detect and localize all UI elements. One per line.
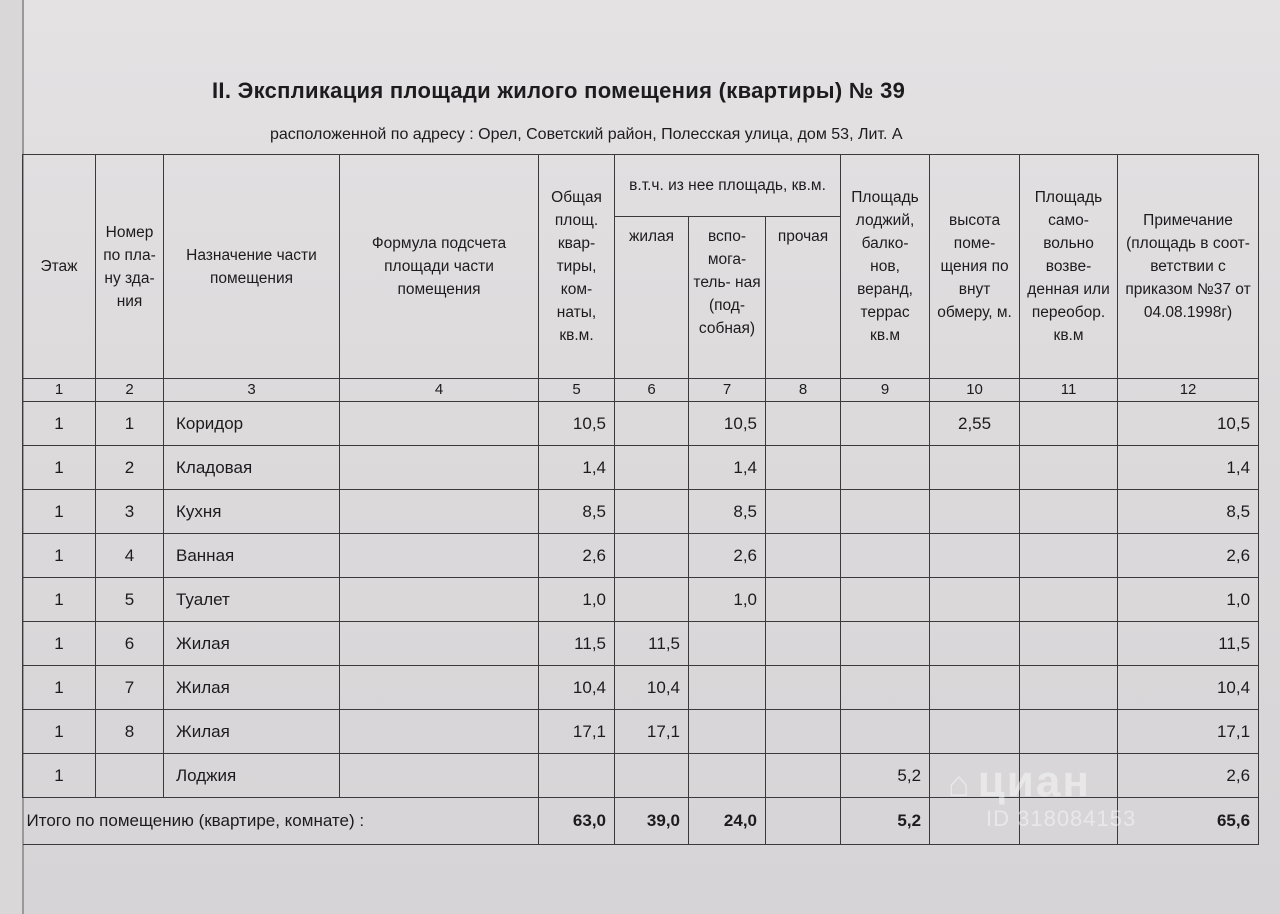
- cell-purpose: Кухня: [164, 490, 340, 534]
- header-loggias: Площадь лоджий, балко- нов, веранд, террас кв.м: [841, 155, 930, 379]
- cell-other: [766, 578, 841, 622]
- cell-floor: 1: [23, 666, 96, 710]
- cell-other: [766, 710, 841, 754]
- cell-plan-number: 2: [96, 446, 164, 490]
- totals-row: [23, 798, 1259, 845]
- cell-note: 1,0: [1118, 578, 1259, 622]
- cell-plan-number: 6: [96, 622, 164, 666]
- cell-note: 10,4: [1118, 666, 1259, 710]
- cell-floor: 1: [23, 490, 96, 534]
- header-height: высота поме- щения по внут обмеру, м.: [930, 155, 1020, 379]
- cell-total-area: 8,5: [539, 490, 615, 534]
- cell-floor: 1: [23, 534, 96, 578]
- cell-loggia: [841, 446, 930, 490]
- cell-height: [930, 534, 1020, 578]
- cell-purpose: Туалет: [164, 578, 340, 622]
- explication-table: [22, 154, 1259, 845]
- cell-note: 17,1: [1118, 710, 1259, 754]
- cell-formula: [340, 666, 539, 710]
- cell-plan-number: 7: [96, 666, 164, 710]
- totals-auxiliary: 24,0: [689, 798, 766, 845]
- cell-plan-number: 5: [96, 578, 164, 622]
- cell-note: 1,4: [1118, 446, 1259, 490]
- table-row: [23, 754, 1259, 798]
- header-including-group: в.т.ч. из нее площадь, кв.м.: [615, 155, 841, 217]
- table-row: [23, 622, 1259, 666]
- cell-loggia: [841, 578, 930, 622]
- cell-unauthorized: [1020, 666, 1118, 710]
- totals-label: Итого по помещению (квартире, комнате) :: [23, 798, 539, 845]
- cell-loggia: 5,2: [841, 754, 930, 798]
- cell-height: 2,55: [930, 402, 1020, 446]
- cell-auxiliary: 1,0: [689, 578, 766, 622]
- cell-other: [766, 622, 841, 666]
- cell-formula: [340, 622, 539, 666]
- cell-auxiliary: 8,5: [689, 490, 766, 534]
- cell-other: [766, 666, 841, 710]
- cell-auxiliary: [689, 666, 766, 710]
- cell-height: [930, 710, 1020, 754]
- totals-total-area: 63,0: [539, 798, 615, 845]
- cell-purpose: Лоджия: [164, 754, 340, 798]
- cell-total-area: 11,5: [539, 622, 615, 666]
- cell-living: [615, 402, 689, 446]
- cell-loggia: [841, 534, 930, 578]
- column-number: 2: [96, 379, 164, 402]
- cell-formula: [340, 534, 539, 578]
- cell-formula: [340, 578, 539, 622]
- column-number: 1: [23, 379, 96, 402]
- cell-auxiliary: [689, 622, 766, 666]
- cell-unauthorized: [1020, 710, 1118, 754]
- address-line: расположенной по адресу : Орел, Советский район, Полесская улица, дом 53, Лит. А: [270, 126, 903, 143]
- cell-purpose: Жилая: [164, 666, 340, 710]
- cell-loggia: [841, 490, 930, 534]
- column-number: 9: [841, 379, 930, 402]
- header-floor: Этаж: [23, 155, 96, 379]
- cell-formula: [340, 402, 539, 446]
- cell-unauthorized: [1020, 534, 1118, 578]
- header-formula: Формула подсчета площади части помещения: [340, 155, 539, 379]
- header-other: прочая: [766, 217, 841, 379]
- header-total-area: Общая площ. квар- тиры, ком- наты, кв.м.: [539, 155, 615, 379]
- cell-living: 11,5: [615, 622, 689, 666]
- cell-unauthorized: [1020, 490, 1118, 534]
- column-number: 10: [930, 379, 1020, 402]
- cell-other: [766, 754, 841, 798]
- cell-formula: [340, 490, 539, 534]
- column-number-row: [23, 379, 1259, 402]
- cell-living: [615, 490, 689, 534]
- document-title: II. Экспликация площади жилого помещения (квартиры) № 39: [212, 78, 906, 103]
- header-purpose: Назначение части помещения: [164, 155, 340, 379]
- cell-living: [615, 446, 689, 490]
- totals-living: 39,0: [615, 798, 689, 845]
- cell-total-area: 1,0: [539, 578, 615, 622]
- cell-unauthorized: [1020, 622, 1118, 666]
- totals-height: [930, 798, 1020, 845]
- cell-plan-number: [96, 754, 164, 798]
- cell-plan-number: 8: [96, 710, 164, 754]
- cell-living: 10,4: [615, 666, 689, 710]
- watermark-id: ID 318084153: [986, 806, 1137, 831]
- cell-loggia: [841, 402, 930, 446]
- cell-formula: [340, 446, 539, 490]
- table-row: [23, 446, 1259, 490]
- cell-height: [930, 490, 1020, 534]
- column-number: 8: [766, 379, 841, 402]
- cell-total-area: 10,4: [539, 666, 615, 710]
- watermark-logo-text: циан: [977, 757, 1091, 806]
- column-number: 3: [164, 379, 340, 402]
- column-number: 7: [689, 379, 766, 402]
- cell-floor: 1: [23, 710, 96, 754]
- totals-loggia: 5,2: [841, 798, 930, 845]
- cell-living: [615, 578, 689, 622]
- cell-note: 10,5: [1118, 402, 1259, 446]
- cell-floor: 1: [23, 622, 96, 666]
- cell-plan-number: 3: [96, 490, 164, 534]
- cell-loggia: [841, 622, 930, 666]
- cell-note: 2,6: [1118, 534, 1259, 578]
- cell-note: 11,5: [1118, 622, 1259, 666]
- cell-living: [615, 534, 689, 578]
- cell-purpose: Коридор: [164, 402, 340, 446]
- table-row: [23, 490, 1259, 534]
- cell-floor: 1: [23, 754, 96, 798]
- table-row: [23, 710, 1259, 754]
- table-row: [23, 666, 1259, 710]
- header-plan-number: Номер по пла- ну зда- ния: [96, 155, 164, 379]
- cell-loggia: [841, 666, 930, 710]
- cell-auxiliary: 10,5: [689, 402, 766, 446]
- cell-auxiliary: 1,4: [689, 446, 766, 490]
- cell-height: [930, 666, 1020, 710]
- cell-total-area: 1,4: [539, 446, 615, 490]
- table-row: [23, 402, 1259, 446]
- cell-total-area: 2,6: [539, 534, 615, 578]
- header-note: Примечание (площадь в соот- ветствии с приказом №37 от 04.08.1998г): [1118, 155, 1259, 379]
- table-row: [23, 534, 1259, 578]
- cell-auxiliary: 2,6: [689, 534, 766, 578]
- column-number: 4: [340, 379, 539, 402]
- cell-other: [766, 490, 841, 534]
- cell-total-area: 17,1: [539, 710, 615, 754]
- cell-other: [766, 446, 841, 490]
- totals-other: [766, 798, 841, 845]
- cell-formula: [340, 754, 539, 798]
- cell-floor: 1: [23, 578, 96, 622]
- header-living: жилая: [615, 217, 689, 379]
- cell-other: [766, 534, 841, 578]
- column-number: 12: [1118, 379, 1259, 402]
- cell-unauthorized: [1020, 446, 1118, 490]
- cell-purpose: Ванная: [164, 534, 340, 578]
- cell-auxiliary: [689, 710, 766, 754]
- cell-purpose: Кладовая: [164, 446, 340, 490]
- header-unauthorized: Площадь само- вольно возве- денная или переобор. кв.м: [1020, 155, 1118, 379]
- cell-total-area: [539, 754, 615, 798]
- header-auxiliary: вспо- мога- тель- ная (под- собная): [689, 217, 766, 379]
- cell-loggia: [841, 710, 930, 754]
- cell-height: [930, 446, 1020, 490]
- cell-plan-number: 4: [96, 534, 164, 578]
- cell-unauthorized: [1020, 578, 1118, 622]
- cell-unauthorized: [1020, 402, 1118, 446]
- table-row: [23, 578, 1259, 622]
- cell-note: 8,5: [1118, 490, 1259, 534]
- cell-living: [615, 754, 689, 798]
- cell-purpose: Жилая: [164, 622, 340, 666]
- house-icon: ⌂: [948, 763, 972, 804]
- cell-auxiliary: [689, 754, 766, 798]
- data-rows: [23, 402, 1259, 798]
- totals-unauthorized: [1020, 798, 1118, 845]
- cell-height: [930, 578, 1020, 622]
- totals-note: 65,6: [1118, 798, 1259, 845]
- cell-height: [930, 622, 1020, 666]
- cell-note: 2,6: [1118, 754, 1259, 798]
- cell-living: 17,1: [615, 710, 689, 754]
- column-number: 5: [539, 379, 615, 402]
- cell-floor: 1: [23, 402, 96, 446]
- cell-height: [930, 754, 1020, 798]
- cell-purpose: Жилая: [164, 710, 340, 754]
- column-number: 6: [615, 379, 689, 402]
- cell-formula: [340, 710, 539, 754]
- cell-floor: 1: [23, 446, 96, 490]
- cell-unauthorized: [1020, 754, 1118, 798]
- cell-plan-number: 1: [96, 402, 164, 446]
- cell-other: [766, 402, 841, 446]
- column-number: 11: [1020, 379, 1118, 402]
- cell-total-area: 10,5: [539, 402, 615, 446]
